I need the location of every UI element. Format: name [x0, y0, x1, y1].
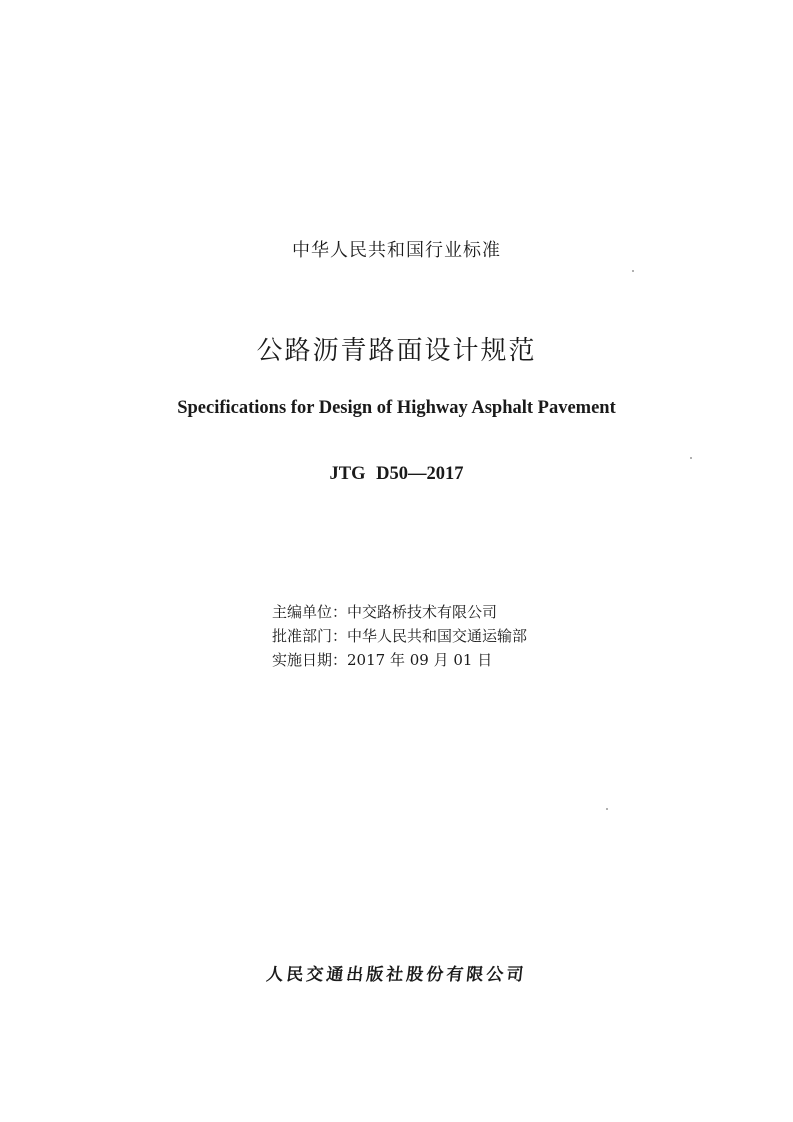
publisher-name: 人民交通出版社股份有限公司: [265, 965, 528, 985]
info-value: 2017 年 09 月 01 日: [347, 651, 493, 669]
info-label: 主编单位：: [272, 603, 348, 621]
scan-speck: [632, 270, 634, 272]
info-label: 实施日期：: [272, 651, 348, 669]
title-english: Specifications for Design of Highway Asphalt Pavement: [177, 398, 616, 418]
info-row-effective-date: [272, 648, 527, 672]
standard-series-heading: 中华人民共和国行业标准: [292, 240, 501, 261]
info-row-editor: [272, 600, 527, 624]
info-value: 中华人民共和国交通运输部: [347, 627, 528, 645]
info-row-approver: [272, 624, 527, 648]
info-value: 中交路桥技术有限公司: [347, 603, 498, 621]
publication-info: [272, 600, 527, 672]
standard-code: JTG D50—2017: [329, 464, 464, 484]
scan-speck: [606, 808, 608, 810]
info-label: 批准部门：: [272, 627, 348, 645]
title-chinese: 公路沥青路面设计规范: [256, 336, 537, 366]
scan-speck: [690, 457, 692, 459]
